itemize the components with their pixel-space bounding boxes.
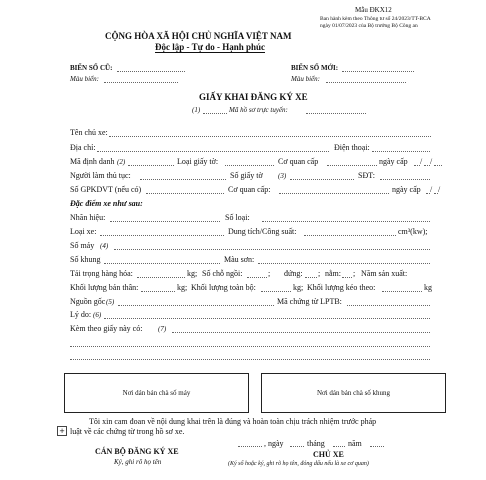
separator: ;	[268, 269, 271, 278]
form-title: GIẤY KHAI ĐĂNG KÝ XE	[199, 92, 308, 102]
standing-label: đứng:	[284, 269, 303, 278]
online-num: (1)	[192, 106, 201, 114]
origin-label: Nguồn gốc	[70, 297, 106, 306]
model-label: Số loại:	[225, 213, 250, 222]
declaration-line-1: Tôi xin cam đoan về nội dung khai trên là đúng và hoàn toàn chịu trách nhiệm trước pháp	[89, 417, 377, 426]
move-handle-icon[interactable]: +	[57, 426, 67, 436]
doc-type-label: Loại giấy tờ:	[177, 157, 219, 166]
country-name: CỘNG HÒA XÃ HỘI CHỦ NGHĨA VIỆT NAM	[105, 31, 292, 41]
date-slash: /	[430, 157, 433, 166]
id-code-label: Mã định danh	[70, 157, 115, 166]
doc-no-num: (3)	[278, 172, 287, 180]
attachments-num: (7)	[158, 325, 167, 333]
frame-no-label: Số khung	[70, 255, 101, 264]
issued-line-2: ngày 01/07/2023 của Bộ trưởng Bộ Công an	[320, 23, 418, 29]
kg-unit: kg;	[293, 283, 304, 292]
declaration-line-2: luật về các chứng từ trong hồ sơ xe.	[70, 427, 185, 436]
engine-no-num: (4)	[100, 242, 109, 250]
gpkdvt-date-label: ngày cấp	[392, 185, 421, 194]
kg-unit: kg	[424, 283, 432, 292]
new-plate-color: Màu biển:	[291, 75, 320, 83]
separator: ;	[318, 269, 321, 278]
date-day-label: , ngày	[264, 439, 284, 448]
date-slash: /	[420, 157, 423, 166]
new-plate-label: BIỂN SỐ MỚI:	[291, 64, 339, 72]
vehicle-type-label: Loại xe:	[70, 227, 97, 236]
issued-line-1: Ban hành kèm theo Thông tư số 24/2023/TT-BCA	[320, 16, 431, 22]
date-slash: /	[438, 185, 441, 194]
lying-label: nằm:	[325, 269, 341, 278]
frame-rubbing-label: Nơi dán bản chà số khung	[316, 389, 391, 397]
engine-no-label: Số máy	[70, 241, 95, 250]
capacity-label: Dung tích/Công suất:	[228, 227, 297, 236]
online-label: Mã hồ sơ trực tuyến:	[229, 106, 288, 114]
ltpb-label: Mã chứng từ LPTB:	[277, 297, 342, 306]
reason-label: Lý do:	[70, 310, 92, 319]
tow-weight-label: Khối lượng kéo theo:	[307, 283, 376, 292]
sdt-label: SĐT:	[358, 171, 375, 180]
self-weight-label: Khối lượng bản thân:	[70, 283, 139, 292]
brand-label: Nhãn hiệu:	[70, 213, 106, 222]
frame-rubbing-box	[261, 373, 446, 413]
old-plate-label: BIỂN SỐ CŨ:	[70, 64, 113, 72]
date-year-label: năm	[348, 439, 362, 448]
engine-rubbing-box	[64, 373, 249, 413]
gpkdvt-label: Số GPKDVT (nếu có)	[70, 185, 142, 194]
engine-rubbing-label: Nơi dán bản chà số máy	[122, 389, 191, 397]
date-slash: /	[430, 185, 433, 194]
phone-label: Điện thoại:	[334, 143, 370, 152]
kg-unit: kg;	[187, 269, 198, 278]
agent-label: Người làm thủ tục:	[70, 171, 131, 180]
issue-date-label: ngày cấp	[379, 157, 408, 166]
capacity-unit: cm³(kw);	[398, 227, 428, 236]
gpkdvt-issuer-label: Cơ quan cấp:	[228, 185, 271, 194]
origin-num: (5)	[106, 298, 115, 306]
address-label: Địa chỉ:	[70, 143, 96, 152]
old-plate-color: Màu biển:	[70, 75, 99, 83]
seats-label: Số chỗ ngồi:	[202, 269, 243, 278]
year-label: Năm sản xuất:	[361, 269, 408, 278]
vehicle-section-title: Đặc điểm xe như sau:	[70, 199, 143, 208]
owner-name-label: Tên chủ xe:	[70, 128, 108, 137]
load-label: Tải trọng hàng hóa:	[70, 269, 133, 278]
date-month-label: tháng	[307, 439, 325, 448]
attachments-label: Kèm theo giấy này có:	[70, 324, 143, 333]
owner-sign-note: (Ký số hoặc ký, ghi rõ họ tên, đóng dấu nếu là xe cơ quan)	[228, 461, 369, 467]
paint-color-label: Màu sơn:	[224, 255, 255, 264]
id-code-num: (2)	[117, 158, 126, 166]
form-code: Mẫu ĐKX12	[355, 6, 392, 14]
reason-num: (6)	[93, 311, 102, 319]
officer-sign-note: Ký, ghi rõ họ tên	[114, 458, 162, 466]
motto: Độc lập - Tự do - Hạnh phúc	[155, 42, 266, 52]
officer-title: CÁN BỘ ĐĂNG KÝ XE	[95, 447, 179, 456]
issuer-label: Cơ quan cấp	[278, 157, 319, 166]
doc-no-label: Số giấy tờ	[230, 171, 263, 180]
separator: ;	[353, 269, 356, 278]
owner-sign-title: CHỦ XE	[313, 450, 344, 459]
kg-unit: kg;	[177, 283, 188, 292]
total-weight-label: Khối lượng toàn bộ:	[191, 283, 256, 292]
